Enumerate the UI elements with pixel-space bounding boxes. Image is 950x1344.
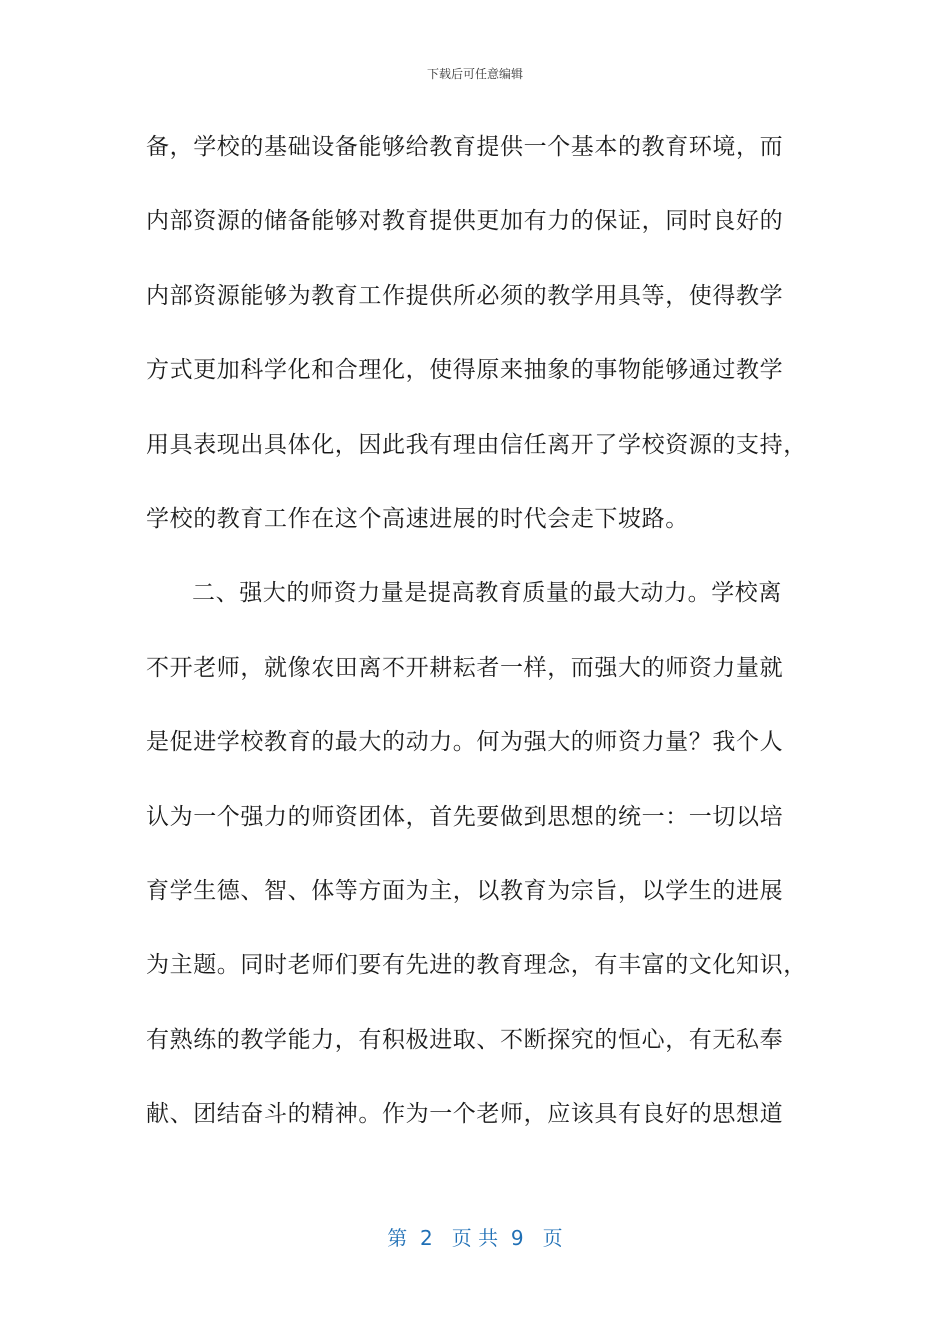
text-line: 献、团结奋斗的精神。作为一个老师，应该具有良好的思想道	[146, 1101, 784, 1128]
page-number: 第 2 页 共 9 页	[387, 1226, 563, 1250]
document-body	[146, 128, 806, 1169]
page-footer	[0, 1224, 950, 1252]
text-line: 备，学校的基础设备能够给教育提供一个基本的教育环境，而	[146, 134, 784, 160]
text-line: 为主题。同时老师们要有先进的教育理念，有丰富的文化知识，	[146, 952, 807, 979]
text-line: 内部资源的储备能够对教育提供更加有力的保证，同时良好的	[146, 208, 784, 235]
text-line: 方式更加科学化和合理化，使得原来抽象的事物能够通过教学	[146, 357, 784, 384]
text-line: 不开老师，就像农田离不开耕耘者一样，而强大的师资力量就	[146, 654, 784, 681]
text-line: 有熟练的教学能力，有积极进取、不断探究的恒心，有无私奉	[146, 1026, 784, 1053]
page-header: 下载后可任意编辑	[426, 67, 523, 81]
text-line: 是促进学校教育的最大的动力。何为强大的师资力量？我个人	[146, 729, 784, 756]
text-line: 内部资源能够为教育工作提供所必须的教学用具等，使得教学	[146, 282, 784, 309]
text-line: 用具表现出具体化，因此我有理由信任离开了学校资源的支持，	[146, 431, 807, 458]
paragraph-start-line: 二、强大的师资力量是提高教育质量的最大动力。学校离	[192, 580, 782, 607]
text-line: 认为一个强力的师资团体，首先要做到思想的统一：一切以培	[146, 803, 784, 830]
text-line: 育学生德、智、体等方面为主，以教育为宗旨，以学生的进展	[146, 877, 784, 904]
text-line: 学校的教育工作在这个高速进展的时代会走下坡路。	[146, 505, 689, 532]
